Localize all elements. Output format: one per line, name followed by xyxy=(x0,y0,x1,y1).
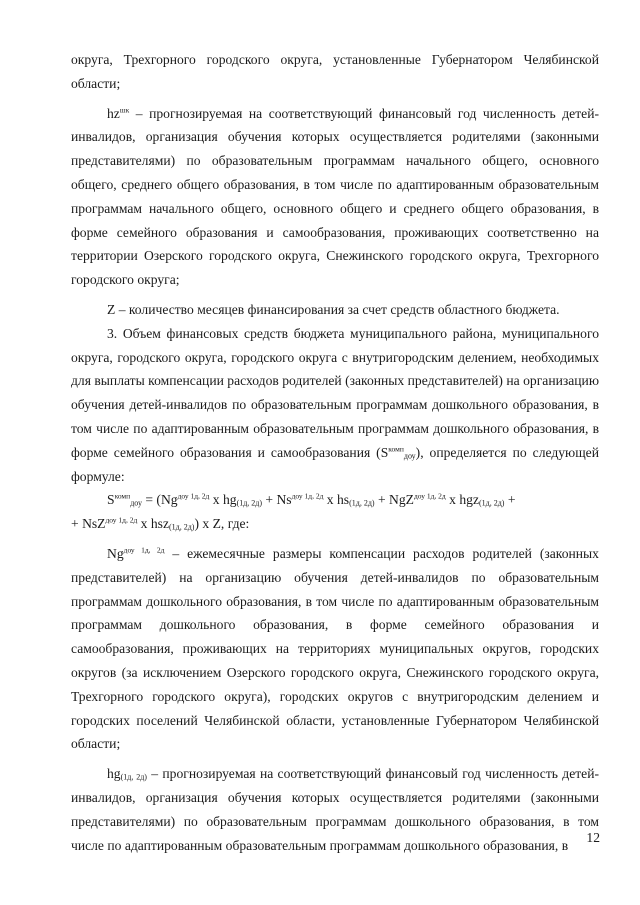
s-subscript: доу xyxy=(403,451,416,461)
symbol-ng: Ng xyxy=(107,545,124,561)
item-3-text: 3. Объем финансовых средств бюджета муниципального района, муниципального округа, городского округа, городского округа с внутригородским делением, необходимых для выплаты компенсации расходов родителей (законных представителей) на организацию обучения детей-инвалидов по образовательным программам дошкольного образования, в том числе по адаптированным образовательным программам дошкольного образования, в форме семейного образования и самообразования (S xyxy=(71,325,599,460)
formula-s-sup: комп xyxy=(114,491,131,501)
paragraph-hz-definition xyxy=(71,102,599,292)
symbol-ng-superscript: доу 1д, 2д xyxy=(123,545,165,555)
formula-ngz-sup: доу 1д, 2д xyxy=(413,491,446,501)
formula-t8: x hsz xyxy=(137,516,169,532)
formula-s: S xyxy=(107,492,115,508)
symbol-hz-superscript: шк xyxy=(119,104,130,114)
formula-ng-sup: доу 1д, 2д xyxy=(177,491,210,501)
formula-t1: x hg xyxy=(209,492,237,508)
formula-line-1 xyxy=(71,488,599,512)
formula-t3: x hs xyxy=(323,492,350,508)
symbol-hg: hg xyxy=(107,766,121,782)
formula-line-2 xyxy=(71,512,599,536)
formula-s-sub: доу xyxy=(130,498,142,508)
formula-ns-sup: доу 1д, 2д xyxy=(291,491,324,501)
hg-definition-text: – прогнозируемая на соответствующий финансовый год численность детей-инвалидов, организация обучения которых осуществляется родителями (законными представителями) по образовательным программам дошкольного образования, в том числе по адаптированным образовательным программам дошкольного образования, в xyxy=(71,766,600,853)
formula-t2: + Ns xyxy=(262,492,292,508)
hz-definition-text: – прогнозируемая на соответствующий финансовый год численность детей-инвалидов, организация обучения которых осуществляется родителями (законными представителями) по образовательным программам начального общего, основного общего, среднего общего образования, в том числе по адаптированным образовательным программам начального общего, основного общего и среднего общего образования, в форме семейного образования и самообразования, проживающих соответственно на территории Озерского городского округа, Снежинского городского округа, Трехгорного городского округа; xyxy=(71,105,599,288)
formula-t4: + NgZ xyxy=(374,492,414,508)
formula-t9: ) x Z, где: xyxy=(194,516,250,532)
formula-t6: + xyxy=(504,492,516,508)
formula-nsz-sup: доу 1д, 2д xyxy=(105,515,138,525)
symbol-hz: hz xyxy=(107,105,120,121)
s-superscript: комп xyxy=(388,444,404,454)
paragraph-item-3 xyxy=(71,322,599,489)
formula-t7: + NsZ xyxy=(71,516,106,532)
formula-hsz-sub: (1д, 2д) xyxy=(169,522,195,532)
formula-hgz-sub: (1д, 2д) xyxy=(478,498,505,508)
formula-hg-sub: (1д, 2д) xyxy=(236,498,263,508)
formula-eq: = (Ng xyxy=(141,492,178,508)
item-3-end: ), определяется по следующей формуле: xyxy=(71,444,599,484)
ng-definition-text: – ежемесячные размеры компенсации расходов родителей (законных представителей) на организацию обучения детей-инвалидов по образовательным программам дошкольного образования, в том числе по адаптированным образовательным программам дошкольного образования, в форме семейного образования и самообразования, проживающих на территориях муниципальных округов, городских округов (за исключением Озерского городского округа, Снежинского городского округа, Трехгорного городского округа), городских округов с внутригородским делением и городских поселений Челябинской области, установленные Губернатором Челябинской области; xyxy=(71,545,599,752)
symbol-hg-subscript: (1д, 2д) xyxy=(120,772,147,782)
page-body xyxy=(71,48,599,857)
paragraph-z-definition: Z – количество месяцев финансирования за счет средств областного бюджета. xyxy=(107,301,560,317)
page-number: 12 xyxy=(586,830,600,845)
paragraph-continuation: округа, Трехгорного городского округа, установленные Губернатором Челябинской области; xyxy=(71,52,599,91)
formula-t5: x hgz xyxy=(445,492,479,508)
formula-hs-sub: (1д, 2д) xyxy=(349,498,375,508)
paragraph-ng-definition xyxy=(71,542,599,756)
